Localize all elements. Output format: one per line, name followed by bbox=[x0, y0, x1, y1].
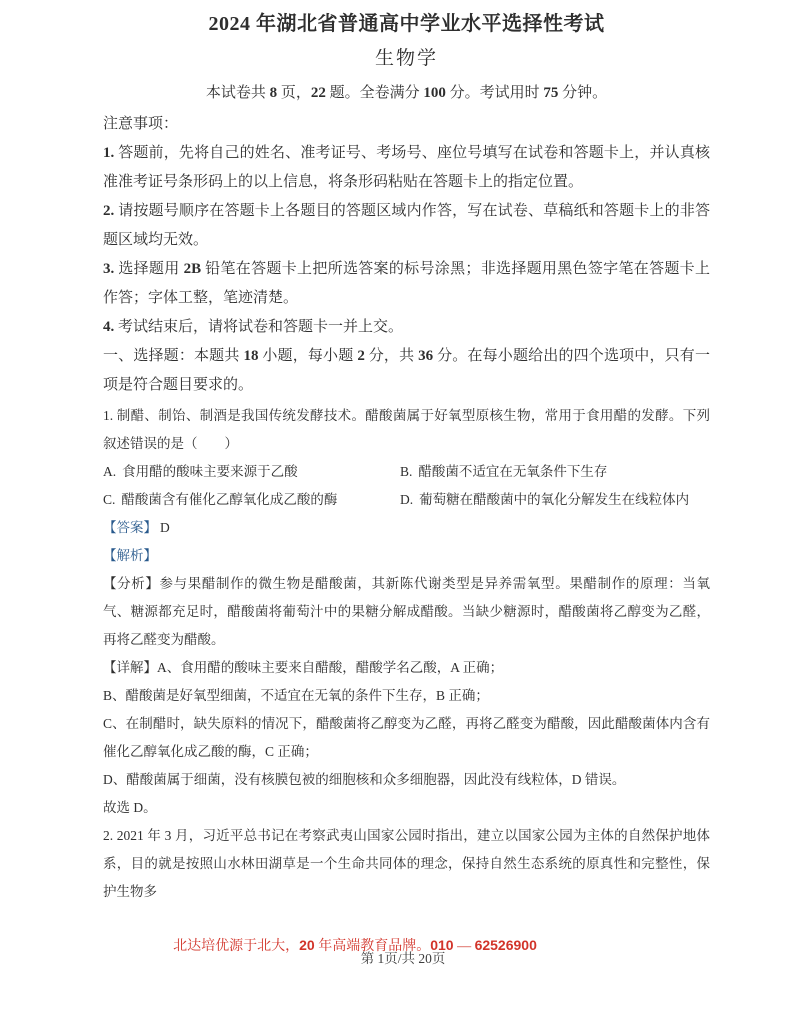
question-1-options-row-1 bbox=[103, 458, 710, 486]
question-1-option-d bbox=[400, 486, 710, 514]
conclusion-line: 故选 D。 bbox=[103, 800, 157, 815]
question-answer-block bbox=[103, 402, 710, 906]
page-content bbox=[103, 0, 710, 906]
question-1-stem: 1. 制醋、制饴、制酒是我国传统发酵技术。醋酸菌属于好氧型原核生物，常用于食用醋的发酵。下列叙述错误的是（ ） bbox=[103, 408, 710, 451]
detail-line-d: D、醋酸菌属于细菌，没有核膜包被的细胞核和众多细胞器，因此没有线粒体，D 错误。 bbox=[103, 772, 626, 787]
detail-line-c: C、在制醋时，缺失原料的情况下，醋酸菌将乙醇变为乙醛，再将乙醛变为醋酸，因此醋酸菌体内含有催化乙醇氧化成乙酸的酶，C 正确； bbox=[103, 716, 710, 759]
question-1-option-c bbox=[103, 486, 400, 514]
option-a-label: A. bbox=[103, 464, 117, 479]
notices-heading: 注意事项： bbox=[103, 116, 179, 132]
question-2-stem: 2. 2021 年 3 月，习近平总书记在考察武夷山国家公园时指出，建立以国家公园为主体的自然保护地体系，目的就是按照山水林田湖草是一个生命共同体的理念，保持自然生态系统的原真性和完整性，保护生物多 bbox=[103, 828, 710, 899]
option-d-text: 葡萄糖在醋酸菌中的氧化分解发生在线粒体内 bbox=[419, 492, 690, 507]
answer-label: 【答案】 bbox=[103, 520, 157, 535]
question-1-option-a bbox=[103, 458, 400, 486]
option-a-text: 食用醋的酸味主要来源于乙酸 bbox=[122, 464, 298, 479]
question-1-options-row-2 bbox=[103, 486, 710, 514]
notice-item-2: 2. 请按题号顺序在答题卡上各题目的答题区域内作答，写在试卷、草稿纸和答题卡上的非答题区域均无效。 bbox=[103, 203, 710, 248]
option-c-label: C. bbox=[103, 492, 116, 507]
option-b-text: 醋酸菌不适宜在无氧条件下生存 bbox=[418, 464, 608, 479]
section-instruction: 一、选择题：本题共 18 小题，每小题 2 分，共 36 分。在每小题给出的四个选项中，只有一项是符合题目要求的。 bbox=[103, 348, 710, 393]
exam-info-line: 本试卷共 8 页，22 题。全卷满分 100 分。考试用时 75 分钟。 bbox=[205, 85, 608, 101]
analysis-heading: 【解析】 bbox=[103, 548, 157, 563]
question-1-option-b bbox=[400, 458, 710, 486]
answer-value: D bbox=[160, 520, 170, 535]
notices-block bbox=[103, 110, 710, 400]
notice-item-4: 4. 考试结束后，请将试卷和答题卡一并上交。 bbox=[103, 319, 404, 335]
answer-line bbox=[103, 514, 710, 542]
notice-item-3: 3. 选择题用 2B 铅笔在答题卡上把所选答案的标号涂黑；非选择题用黑色签字笔在答题卡上作答；字体工整，笔迹清楚。 bbox=[103, 261, 710, 306]
notice-item-1: 1. 答题前，先将自己的姓名、准考证号、考场号、座位号填写在试卷和答题卡上，并认真核准准考证号条形码上的以上信息，将条形码粘贴在答题卡上的指定位置。 bbox=[103, 145, 710, 190]
page-number-indicator: 第 1页/共 20页 bbox=[360, 951, 446, 966]
option-b-label: B. bbox=[400, 464, 413, 479]
exam-title: 2024 年湖北省普通高中学业水平选择性考试 bbox=[208, 13, 605, 35]
option-c-text: 醋酸菌含有催化乙醇氧化成乙酸的酶 bbox=[121, 492, 338, 507]
exam-subject-title: 生物学 bbox=[374, 48, 438, 69]
analysis-paragraph: 【分析】参与果醋制作的微生物是醋酸菌，其新陈代谢类型是异养需氧型。果醋制作的原理：当氧气、糖源都充足时，醋酸菌将葡萄汁中的果糖分解成醋酸。当缺少糖源时，醋酸菌将乙醇变为乙醛，再将乙醛变为醋酸。 bbox=[103, 576, 710, 647]
option-d-label: D. bbox=[400, 492, 414, 507]
detail-line-a: 【详解】A、食用醋的酸味主要来自醋酸，醋酸学名乙酸，A 正确； bbox=[103, 660, 504, 675]
footer-promo-text: 北达培优源于北大，20 年高端教育品牌。010 — 62526900 bbox=[173, 937, 537, 954]
detail-line-b: B、醋酸菌是好氧型细菌，不适宜在无氧的条件下生存，B 正确； bbox=[103, 688, 489, 703]
